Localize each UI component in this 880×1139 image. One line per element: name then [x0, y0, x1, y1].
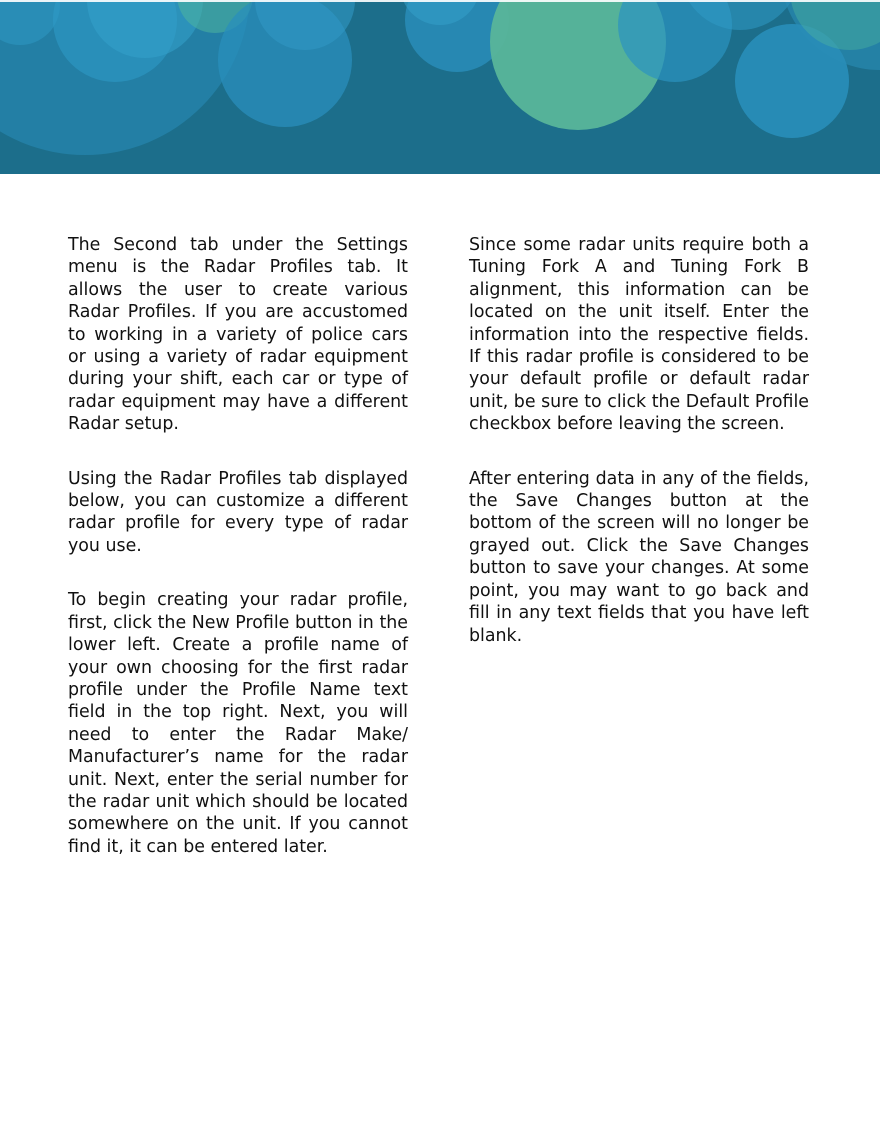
left-column	[68, 234, 408, 890]
paragraph-tuning-fork: Since some radar units require both a Tuning Fork A and Tuning Fork B alignment, this information can be located on the unit itself. Enter the information into the respective fields. If this radar profile is considered to be your default profile or default radar unit, be sure to click the Default Profile checkbox before leaving the screen.	[469, 235, 809, 435]
banner-top-edge	[0, 0, 880, 2]
paragraph-save-changes: After entering data in any of the fields, the Save Changes button at the bottom of the screen will no longer be grayed out. Click the Save Changes button to save your changes. At some point, you may want to go back and fill in any text fields that you have left blank.	[469, 468, 809, 646]
paragraph-radar-profiles-intro: The Second tab under the Settings menu is the Radar Profiles tab. It allows the user to create various Radar Profiles. If you are accustomed to working in a variety of police cars or using a variety of radar equipment during your shift, each car or type of radar equipment may have a different Radar setup.	[68, 235, 408, 435]
paragraph-new-profile-steps: To begin creating your radar profile, first, click the New Profile button in the lower left. Create a profile name of your own choosing for the first radar profile under the Profile Name text field in the top right. Next, you will need to enter the Radar Make/ Manufacturer’s name for the radar unit. Next, enter the serial number for the radar unit which should be located somewhere on the unit. If you cannot find it, it can be entered later.	[68, 590, 408, 857]
header-bubbles	[0, 0, 880, 174]
right-column	[469, 234, 809, 679]
header-banner	[0, 0, 880, 174]
paragraph-customize-profile: Using the Radar Profiles tab displayed below, you can customize a different radar profile for every type of radar you use.	[68, 468, 408, 556]
